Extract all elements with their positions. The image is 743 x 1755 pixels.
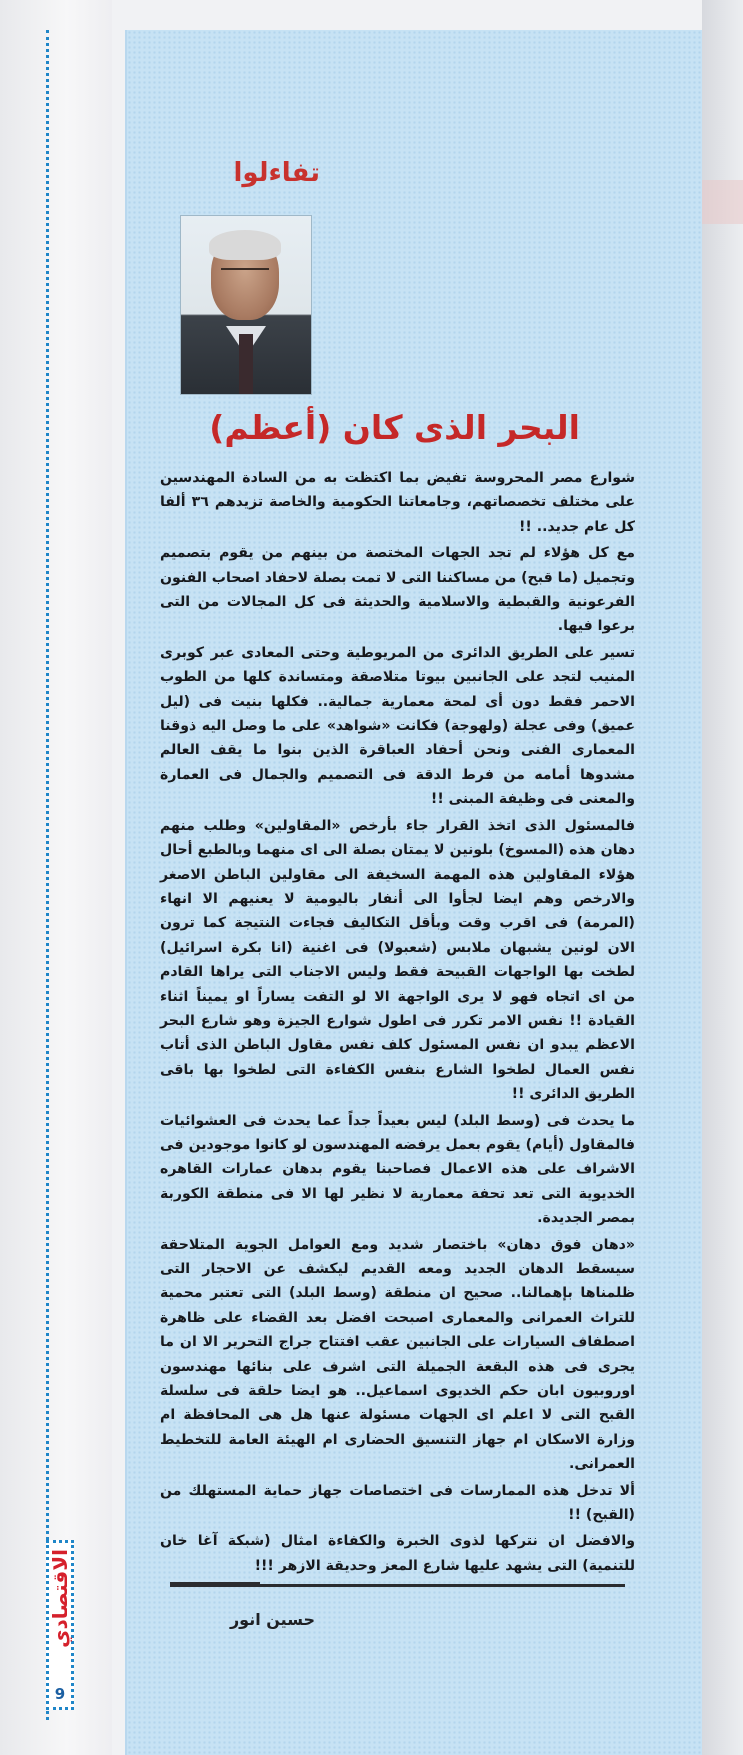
article-title: البحر الذى كان (أعظم) xyxy=(209,408,580,447)
separator-rule xyxy=(170,1584,625,1587)
magazine-side-logo xyxy=(46,1540,74,1710)
paragraph: ما يحدث فى (وسط البلد) ليس بعيداً جداً عما يحدث فى العشوائيات فالمقاول (أيام) يقوم بعمل يرفضه المهندسون لو كانوا موجودين فى الاشراف على هذه الاعمال فصاحبنا يقوم بدهان عمارات القاهره الخديوية التى تعد تحفة معمارية لا نظير لها الا فى منطقة الكوربة بمصر الجديدة. xyxy=(160,1112,635,1227)
author-name: حسين انور xyxy=(229,1610,315,1629)
left-page-margin xyxy=(0,0,112,1755)
photo-glasses xyxy=(221,268,269,282)
paragraph: ألا تدخل هذه الممارسات فى اختصاصات جهاز حماية المستهلك من (القبح) !! xyxy=(160,1482,635,1524)
separator-rule-accent xyxy=(170,1582,260,1587)
section-tag: تفاءلوا xyxy=(233,158,320,188)
photo-hair xyxy=(209,230,281,260)
author-photo xyxy=(180,215,312,395)
page-number: 9 xyxy=(54,1685,66,1703)
magazine-logo-text: الاقتصادي xyxy=(48,1549,72,1648)
photo-tie xyxy=(239,334,253,394)
paragraph: «دهان فوق دهان» باختصار شديد ومع العوامل الجوية المتلاحقة سيسقط الدهان الجديد ومعه القديم ليكشف عن الاحجار التى ظلمناها بإهمالنا.. صحيح ان منطقة (وسط البلد) التى تعتبر محمية للتراث العمرانى والمعمارى اصبحت افضل بعد القضاء على ظاهرة اصطفاف السيارات على الجانبين عقب افتتاح جراج التحرير الا ان ما يجرى فى هذه البقعة الجميلة التى اشرف على بنائها مهندسون اوروبيون ابان حكم الخديوى اسماعيل.. هو ايضا حلقة فى سلسلة القبح التى لا اعلم اى الجهات مسئولة عنها هل هى المحافظة ام وزارة الاسكان ام جهاز التنسيق الحضارى ام الهيئة العامة للتخطيط العمرانى. xyxy=(160,1236,635,1473)
paragraph: شوارع مصر المحروسة تفيض بما اكتظت به من السادة المهندسين على مختلف تخصصاتهم، وجامعاتنا الحكومية والخاصة تزيدهم ٣٦ ألفا كل عام جديد.. !! xyxy=(160,470,635,535)
paragraph: والافضل ان نتركها لذوى الخبرة والكفاءة امثال (شبكة آغا خان للتنمية) التى يشهد عليها شارع المعز وحديقة الازهر !!! xyxy=(160,1533,635,1574)
article-body xyxy=(160,466,635,1580)
right-page-edge xyxy=(702,0,743,1755)
paragraph: فالمسئول الذى اتخذ القرار جاء بأرخص «المقاولين» وطلب منهم دهان هذه (المسوخ) بلونين لا يمتان بصلة الى اى منهما وبالطبع أحال هؤلاء المقاولين هذه المهمة السخيفة الى مقاولين الباطن الاصغر والارخص وهم ايضا لجأوا الى أنفار باليومية لا يعنيهم الا انهاء (المرمة) فى اقرب وقت وبأقل التكاليف فجاءت النتيجة كما ترون الان لونين يشبهان ملابس (شعبولا) فى اغنية (انا بكرة اسرائيل) لطخت بها الواجهات القبيحة فقط وليس الاجناب التى يراها القادم من اى اتجاه فهو لا يرى الواجهة الا لو التفت يساراً او يميناً اثناء القيادة !! نفس الامر تكرر فى اطول شوارع الجيزة وهو شارع البحر الاعظم يبدو ان نفس المسئول كلف نفس مقاول الباطن الذى أتاب نفس العمال لطخوا الشارع بنفس الكفاءة التى لطخوا بها باقى الطريق الدائرى !! xyxy=(160,817,635,1103)
paragraph: تسير على الطريق الدائرى من المريوطية وحتى المعادى عبر كوبرى المنيب لتجد على الجانبين بيوتا متلاصقة ومتساندة كلها من الطوب الاحمر فقط دون أى لمحة معمارية جمالية.. فكلها بنيت فى (ليل عميق) وفى عجلة (ولهوجة) فكانت «شواهد» على ما وصل اليه ذوقنا المعمارى الفنى ونحن أحفاد العباقرة الذين بنوا ما يقف العالم مشدوها أمامه من فرط الدقة فى التصميم والجمال فى العمارة والمعنى فى وظيفة المبنى !! xyxy=(160,644,635,808)
dotted-vertical-rule xyxy=(46,30,54,1720)
paragraph: مع كل هؤلاء لم تجد الجهات المختصة من بينهم من يقوم بتصميم وتجميل (ما قبح) من مساكننا التى لا تمت بصلة لاحفاد اصحاب الفنون الفرعونية والقبطية والاسلامية والحديثة فى كل المجالات من التى برعوا فيها. xyxy=(160,545,635,635)
